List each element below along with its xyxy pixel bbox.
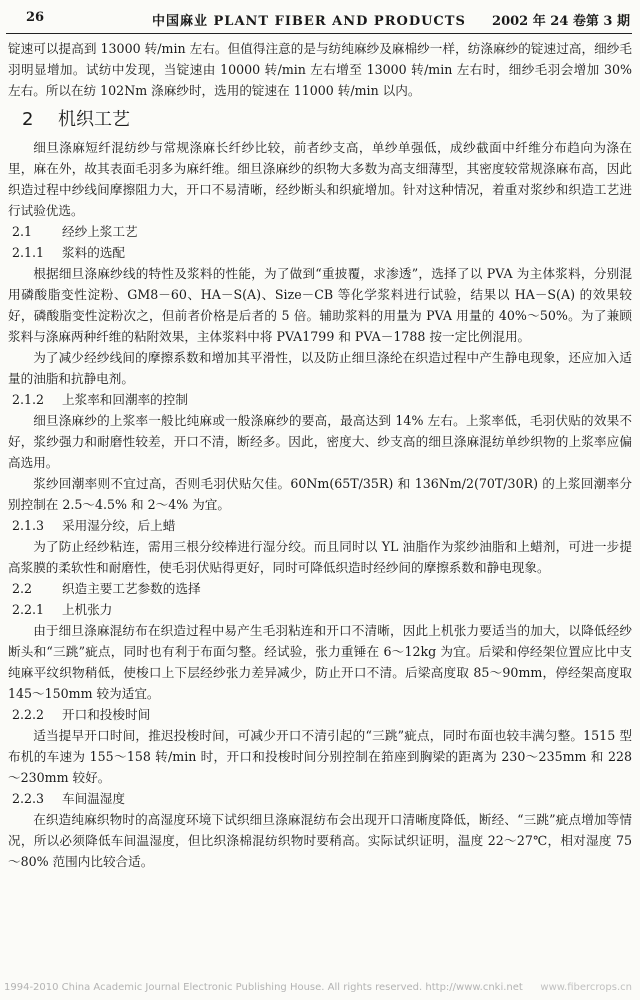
paragraph-2-1-2-b: 浆纱回潮率则不宜过高，否则毛羽伏贴欠佳。60Nm(65T/35R) 和 136Nm/2(70T/30R) 的上浆回潮率分别控制在 2.5～4.5% 和 2～4% 为宜。	[8, 476, 632, 512]
subsection-title: 上机张力	[62, 602, 113, 617]
section-title: 机织工艺	[58, 109, 130, 130]
subsection-2-1-3-heading	[12, 515, 632, 536]
paragraph-2-1-1-b: 为了减少经纱线间的摩擦系数和增加其平滑性，以及防止细旦涤纶在织造过程中产生静电现象，还应加入适量的油脂和抗静电剂。	[8, 350, 632, 386]
page-number: 26	[26, 10, 45, 25]
subsection-number: 2.2.2	[12, 707, 45, 722]
subsection-number: 2.2.3	[12, 791, 45, 806]
header-rule	[6, 33, 632, 34]
subsection-number: 2.2.1	[12, 602, 45, 617]
paragraph-2-2-2: 适当提早开口时间，推迟投梭时间，可减少开口不清引起的“三跳”疵点，同时布面也较丰满匀整。1515 型布机的车速为 155～158 转/min 时，开口和投梭时间分别控制在筘座到胸梁的距离为 230～235mm 和 228～230mm 较好。	[8, 728, 632, 785]
paragraph-2-2-3: 在织造纯麻织物时的高湿度环境下试织细旦涤麻混纺布会出现开口清晰度降低，断经、“三跳”疵点增加等情况，所以必须降低车间温湿度，但比织涤棉混纺织物时要稍高。实际试织证明，温度 22～27℃，相对湿度 75～80% 范围内比较合适。	[8, 812, 632, 869]
subsection-2-1-2-heading	[12, 389, 632, 410]
subsection-2-2-3-heading	[12, 788, 632, 809]
subsection-title: 上浆率和回潮率的控制	[62, 392, 188, 407]
section-number: 2	[22, 109, 34, 130]
paragraph-2-1-2-a: 细旦涤麻纱的上浆率一般比纯麻或一般涤麻纱的要高，最高达到 14% 左右。上浆率低，毛羽伏贴的效果不好，浆纱强力和耐磨性较差，开口不清，断经多。因此，密度大、纱支高的细旦涤麻混纺单纱织物的上浆率应偏高选用。	[8, 413, 632, 470]
section-2-paragraph: 细旦涤麻短纤混纺纱与常规涤麻长纤纱比较，前者纱支高，单纱单强低，成纱截面中纤维分布趋向为涤在里，麻在外，故其表面毛羽多为麻纤维。细旦涤麻纱的织物大多数为高支细薄型，其密度较常规涤麻布高，因此织造过程中纱线间摩擦阻力大，开口不易清晰，经纱断头和织疵增加。针对这种情况，着重对浆纱和织造工艺进行试验优选。	[8, 140, 632, 218]
subsection-number: 2.1	[12, 224, 33, 239]
paragraph-2-1-3: 为了防止经纱粘连，需用三根分绞棒进行湿分绞。而且同时以 YL 油脂作为浆纱油脂和上蜡剂，可进一步提高浆膜的柔软性和耐磨性，使毛羽伏贴得更好，同时可降低织造时经纱间的摩擦系数和静电现象。	[8, 539, 632, 575]
subsection-title: 采用湿分绞，后上蜡	[62, 518, 176, 533]
subsection-number: 2.2	[12, 581, 33, 596]
subsection-2-1-heading	[12, 221, 632, 242]
subsection-2-2-2-heading	[12, 704, 632, 725]
subsection-2-1-1-heading	[12, 242, 632, 263]
subsection-2-2-1-heading	[12, 599, 632, 620]
paragraph-2-1-1-a: 根据细旦涤麻纱线的特性及浆料的性能，为了做到“重披覆，求渗透”，选择了以 PVA 为主体浆料，分别混用磷酸脂变性淀粉、GM8－60、HA－S(A)、Size－CB 等化学浆料进行试验，结果以 HA－S(A) 的效果较好，磷酸脂变性淀粉次之，但前者价格是后者的 5 倍。辅助浆料的用量为 PVA 用量的 40%～50%。为了兼顾浆料与涤麻两种纤维的粘附效果，主体浆料中将 PVA1799 和 PVA－1788 按一定比例混用。	[8, 266, 632, 344]
subsection-number: 2.1.1	[12, 245, 45, 260]
subsection-number: 2.1.3	[12, 518, 45, 533]
subsection-2-2-heading	[12, 578, 632, 599]
subsection-title: 开口和投梭时间	[62, 707, 151, 722]
page-header	[4, 6, 634, 32]
subsection-number: 2.1.2	[12, 392, 45, 407]
page-footer	[4, 982, 636, 998]
issue-info: 2002 年 24 卷第 3 期	[492, 14, 630, 29]
article-body	[8, 38, 632, 872]
subsection-title: 车间温湿度	[62, 791, 125, 806]
intro-paragraph: 锭速可以提高到 13000 转/min 左右。但值得注意的是与纺纯麻纱及麻棉纱一样，纺涤麻纱的锭速过高，细纱毛羽明显增加。试纺中发现，当锭速由 10000 转/min 左右增至 13000 转/min 左右时，细纱毛羽会增加 30% 左右。所以在纺 102Nm 涤麻纱时，选用的锭速在 11000 转/min 以内。	[8, 41, 632, 98]
section-2-heading	[22, 103, 632, 137]
site-watermark: www.fibercrops.cn	[540, 982, 632, 993]
subsection-title: 经纱上浆工艺	[62, 224, 138, 239]
journal-name: 中国麻业 PLANT FIBER AND PRODUCTS	[152, 14, 466, 29]
subsection-title: 织造主要工艺参数的选择	[62, 581, 201, 596]
paragraph-2-2-1: 由于细旦涤麻混纺布在织造过程中易产生毛羽粘连和开口不清晰，因此上机张力要适当的加大，以降低经纱断头和“三跳”疵点，同时也有利于布面匀整。经试验，张力重锤在 6～12kg 为宜。后梁和停经架位置应比中支纯麻平纹织物稍低，使梭口上下层经纱张力差异减少，防止开口不清。后梁高度取 85～90mm，停经架高度取 145～150mm 较为适宜。	[8, 623, 632, 701]
copyright-notice: 1994-2010 China Academic Journal Electronic Publishing House. All rights reserved. http://www.cnki.net	[4, 982, 523, 993]
subsection-title: 浆料的选配	[62, 245, 125, 260]
